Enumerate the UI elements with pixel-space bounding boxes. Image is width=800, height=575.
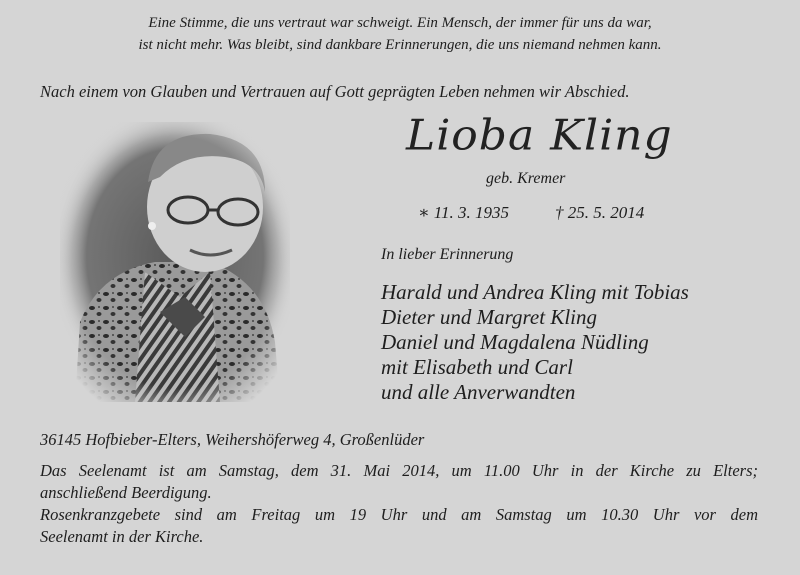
service-line-4: Seelenamt in der Kirche.	[40, 527, 204, 546]
birth-date: ∗ 11. 3. 1935	[418, 203, 510, 222]
family-line: und alle Anverwandten	[381, 380, 576, 404]
portrait-photo	[60, 122, 290, 402]
memory-heading: In lieber Erinnerung	[381, 246, 514, 263]
maiden-name: geb. Kremer	[486, 170, 566, 187]
farewell-intro: Nach einem von Glauben und Vertrauen auf Gott geprägten Leben nehmen wir Abschied.	[40, 82, 630, 101]
quote-line-2: ist nicht mehr. Was bleibt, sind dankbare Erinnerungen, die uns niemand nehmen kann.	[138, 37, 662, 53]
family-line: Harald und Andrea Kling mit Tobias	[381, 280, 689, 304]
death-date: † 25. 5. 2014	[555, 203, 645, 222]
family-line: Dieter und Margret Kling	[381, 305, 598, 329]
family-line: mit Elisabeth und Carl	[381, 355, 573, 379]
family-list	[381, 280, 689, 405]
service-details	[40, 460, 758, 548]
service-line-2: anschließend Beerdigung.	[40, 483, 212, 502]
family-line: Daniel und Magdalena Nüdling	[381, 330, 649, 354]
mourning-address: 36145 Hofbieber-Elters, Weihershöferweg 4, Großenlüder	[40, 430, 425, 449]
service-line-1: Das Seelenamt ist am Samstag, dem 31. Mai 2014, um 11.00 Uhr in der Kirche zu Elters;	[40, 461, 758, 480]
quote-line-1: Eine Stimme, die uns vertraut war schweigt. Ein Mensch, der immer für uns da war,	[148, 15, 652, 31]
service-line-3: Rosenkranzgebete sind am Freitag um 19 Uhr und am Samstag um 10.30 Uhr vor dem	[40, 505, 758, 524]
memorial-quote	[0, 12, 800, 56]
deceased-name: Lioba Kling	[406, 111, 673, 160]
